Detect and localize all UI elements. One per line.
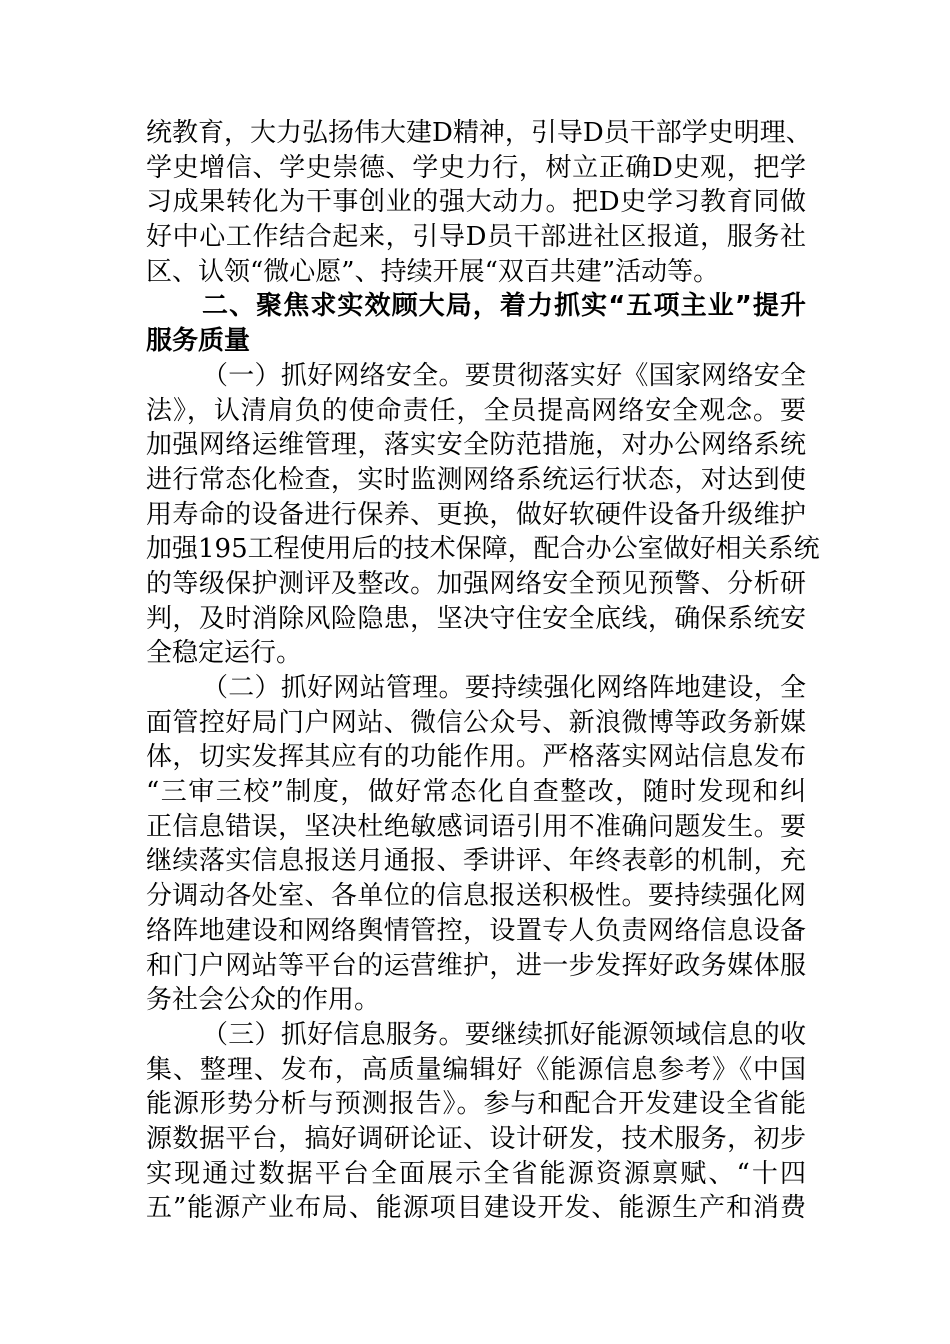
text-line: 分调动各处室、各单位的信息报送积极性。要持续强化网 bbox=[146, 881, 806, 912]
text-line: 区、认领“微心愿”、持续开展“双百共建”活动等。 bbox=[146, 256, 720, 287]
subsection-heading-information-service: （三）抓好信息服务。 bbox=[202, 1019, 465, 1050]
text-line: 的等级保护测评及整改。加强网络安全预见预警、分析研 bbox=[146, 568, 806, 599]
paragraph-information-service bbox=[146, 1018, 806, 1226]
section-heading-two bbox=[146, 289, 806, 358]
text-line: “三审三校”制度，做好常态化自查整改，随时发现和纠 bbox=[146, 777, 806, 808]
subsection-heading-website-management: （二）抓好网站管理。 bbox=[202, 673, 465, 703]
text-line: 源数据平台，搞好调研论证、设计研发，技术服务，初步 bbox=[146, 1123, 806, 1154]
text-fragment: 要继续抓好能源领域信息的收 bbox=[464, 1019, 806, 1050]
text-line: 继续落实信息报送月通报、季讲评、年终表彰的机制，充 bbox=[146, 846, 806, 877]
text-line: 加强网络运维管理，落实安全防范措施，对办公网络系统 bbox=[146, 430, 806, 461]
text-line: 正信息错误，坚决杜绝敏感词语引用不准确问题发生。要 bbox=[146, 811, 806, 842]
paragraph-party-history-education bbox=[146, 116, 812, 289]
text-line: 判，及时消除风险隐患，坚决守住安全底线，确保系统安 bbox=[146, 603, 806, 634]
text-line: 和门户网站等平台的运营维护，进一步发挥好政务媒体服 bbox=[146, 950, 806, 981]
text-fragment: 要持续强化网络阵地建设，全 bbox=[464, 673, 806, 703]
text-line bbox=[146, 359, 806, 394]
text-line: 进行常态化检查，实时监测网络系统运行状态，对达到使 bbox=[146, 464, 806, 495]
text-line: 统教育，大力弘扬伟大建D精神，引导D员干部学史明理、 bbox=[146, 118, 812, 148]
heading-line: 服务质量 bbox=[146, 326, 251, 357]
text-line: 加强195工程使用后的技术保障，配合办公室做好相关系统 bbox=[146, 534, 820, 565]
text-line: 全稳定运行。 bbox=[146, 638, 303, 669]
text-line: 务社会公众的作用。 bbox=[146, 985, 381, 1016]
document-body bbox=[146, 116, 820, 1226]
text-line: 体，切实发挥其应有的功能作用。严格落实网站信息发布 bbox=[146, 742, 806, 773]
text-line: 好中心工作结合起来，引导D员干部进社区报道，服务社 bbox=[146, 222, 806, 253]
text-line: 能源形势分析与预测报告》。参与和配合开发建设全省能 bbox=[146, 1089, 806, 1120]
text-line: 实现通过数据平台全面展示全省能源资源禀赋、“十四 bbox=[146, 1158, 806, 1189]
text-line: 法》，认清肩负的使命责任，全员提高网络安全观念。要 bbox=[146, 395, 806, 426]
subsection-heading-network-security: （一）抓好网络安全。 bbox=[202, 360, 465, 391]
paragraph-website-management bbox=[146, 671, 806, 1018]
text-line: 五”能源产业布局、能源项目建设开发、能源生产和消费 bbox=[146, 1193, 806, 1224]
text-line: 习成果转化为干事创业的强大动力。把D史学习教育同做 bbox=[146, 187, 806, 218]
text-line bbox=[146, 671, 806, 706]
text-line: 集、整理、发布，高质量编辑好《能源信息参考》《中国 bbox=[146, 1054, 806, 1085]
text-line: 用寿命的设备进行保养、更换，做好软硬件设备升级维护 bbox=[146, 499, 806, 530]
heading-line: 二、聚焦求实效顾大局，着力抓实“五项主业”提升 bbox=[202, 291, 806, 322]
text-line bbox=[146, 1018, 806, 1053]
text-line: 络阵地建设和网络舆情管控，设置专人负责网络信息设备 bbox=[146, 915, 806, 946]
text-line: 面管控好局门户网站、微信公众号、新浪微博等政务新媒 bbox=[146, 707, 806, 738]
paragraph-network-security bbox=[146, 359, 820, 671]
text-fragment: 要贯彻落实好《国家网络安全 bbox=[464, 360, 806, 391]
text-line: 学史增信、学史崇德、学史力行，树立正确D史观，把学 bbox=[146, 152, 806, 183]
